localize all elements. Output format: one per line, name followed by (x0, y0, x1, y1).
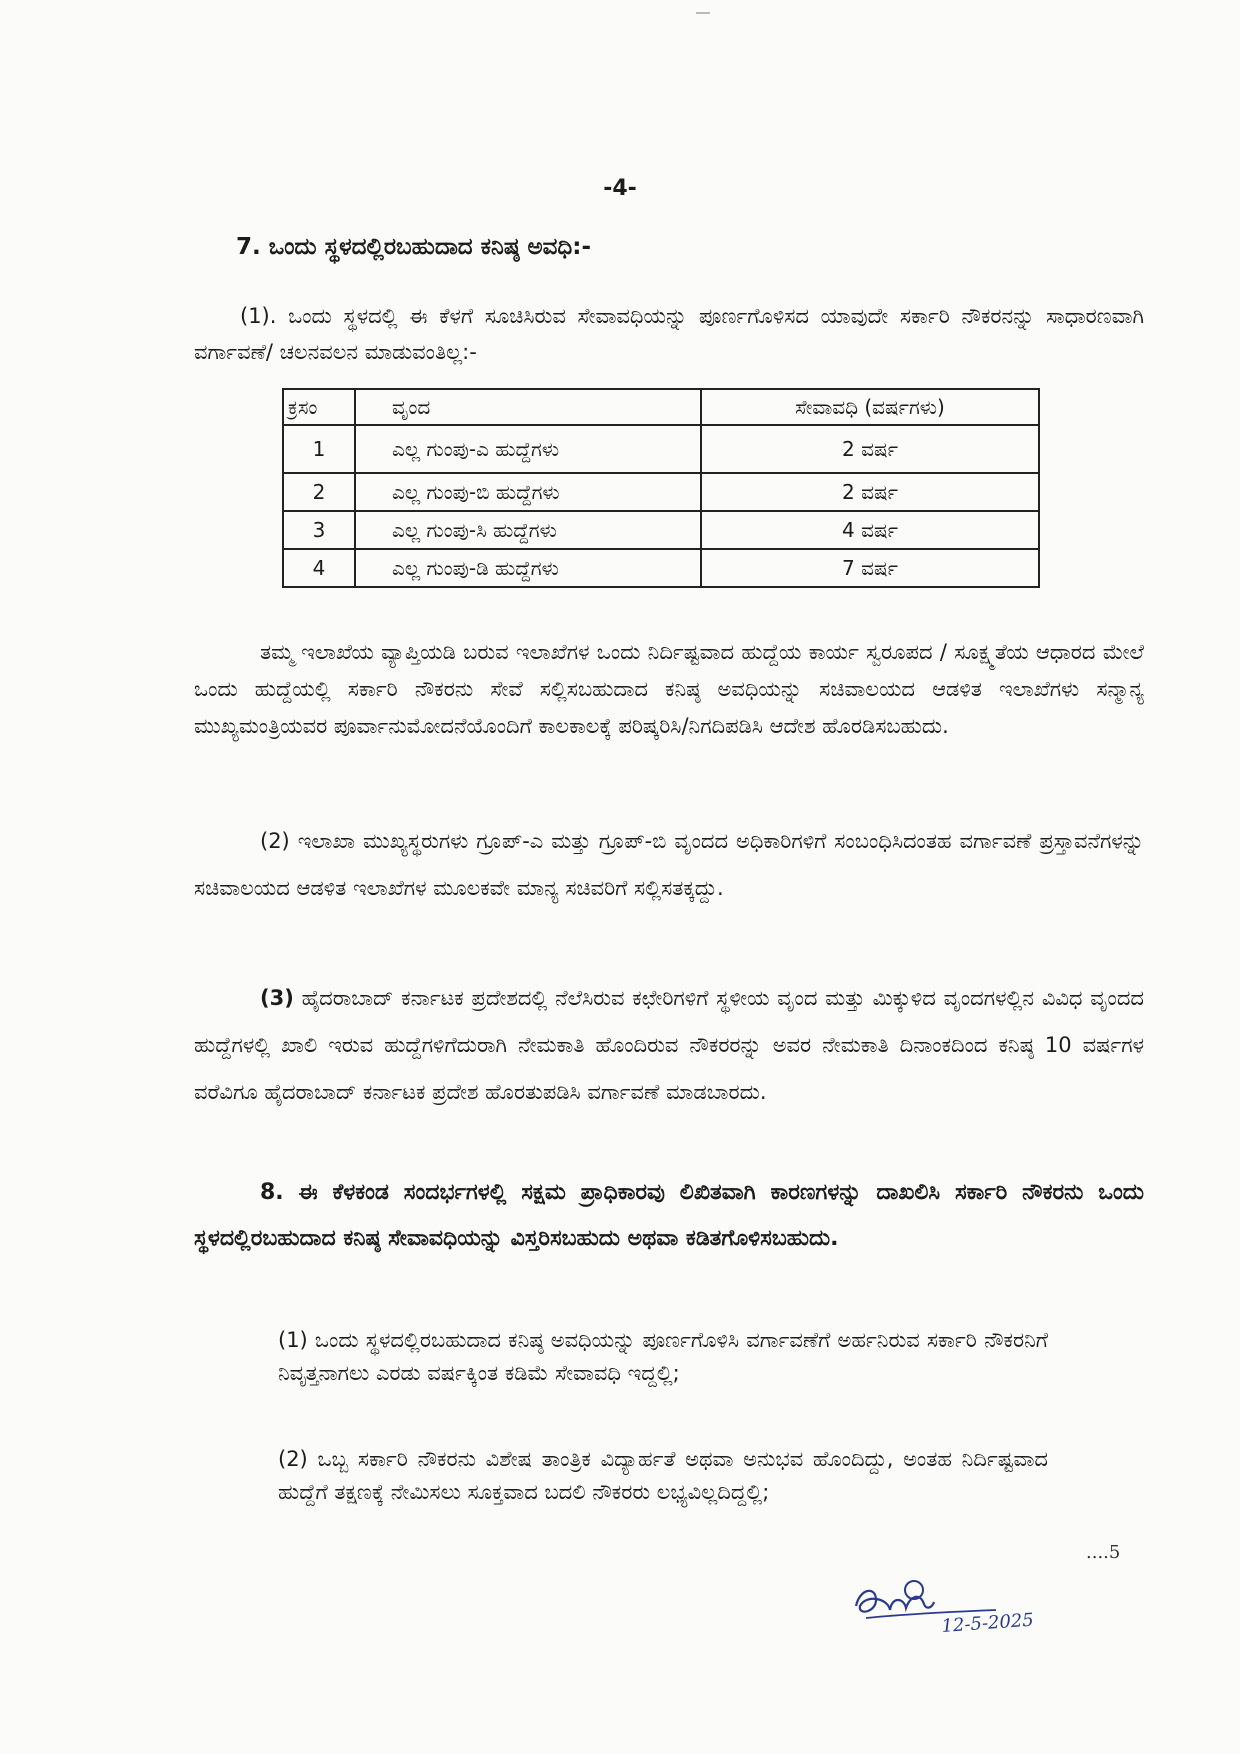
cell-period: 4 ವರ್ಷ (701, 511, 1039, 549)
section-7-heading: 7. ಒಂದು ಸ್ಥಳದಲ್ಲಿರಬಹುದಾದ ಕನಿಷ್ಠ ಅವಧಿ:- (236, 234, 591, 260)
cell-cadre: ಎಲ್ಲ ಗುಂಪು-ಬಿ ಹುದ್ದೆಗಳು (355, 473, 701, 511)
svg-text:12-5-2025: 12-5-2025 (940, 1609, 1035, 1637)
continued-marker: ....5 (1086, 1542, 1121, 1563)
page-number: -4- (603, 176, 637, 201)
scan-mark (696, 12, 710, 14)
header-service-period: ಸೇವಾವಧಿ (ವರ್ಷಗಳು) (701, 389, 1039, 425)
paragraph-7-3-number: (3) (260, 986, 294, 1010)
paragraph-7-3-text: ಹೈದರಾಬಾದ್ ಕರ್ನಾಟಕ ಪ್ರದೇಶದಲ್ಲಿ ನೆಲೆಸಿರುವ ಕಛೇರಿಗಳಿಗೆ ಸ್ಥಳೀಯ ವೃಂದ ಮತ್ತು ಮಿಕ್ಕುಳಿದ ವೃಂದಗಳಲ್ಲಿನ ವಿವಿಧ ವೃಂದದ ಹುದ್ದೆಗಳಲ್ಲಿ ಖಾಲಿ ಇರುವ ಹುದ್ದೆಗಳಿಗೆದುರಾಗಿ ನೇಮಕಾತಿ ಹೊಂದಿರುವ ನೌಕರರನ್ನು ಅವರ ನೇಮಕಾತಿ ದಿನಾಂಕದಿಂದ ಕನಿಷ್ಠ 10 ವರ್ಷಗಳ ವರೆವಿಗೂ ಹೈದರಾಬಾದ್ ಕರ್ನಾಟಕ ಪ್ರದೇಶ ಹೊರತುಪಡಿಸಿ ವರ್ಗಾವಣೆ ಮಾಡಬಾರದು. (194, 986, 1144, 1104)
cell-period: 2 ವರ್ಷ (701, 473, 1039, 511)
cell-cadre: ಎಲ್ಲ ಗುಂಪು-ಡಿ ಹುದ್ದೆಗಳು (355, 549, 701, 587)
cell-period: 7 ವರ್ಷ (701, 549, 1039, 587)
cell-sl-no: 2 (283, 473, 355, 511)
cell-cadre: ಎಲ್ಲ ಗುಂಪು-ಎ ಹುದ್ದೆಗಳು (355, 425, 701, 473)
cell-cadre: ಎಲ್ಲ ಗುಂಪು-ಸಿ ಹುದ್ದೆಗಳು (355, 511, 701, 549)
cell-sl-no: 3 (283, 511, 355, 549)
paragraph-7-3 (194, 975, 1144, 1116)
table-row (283, 425, 1039, 473)
handwritten-signature (846, 1576, 1046, 1646)
table-row (283, 473, 1039, 511)
paragraph-7-2: (2) ಇಲಾಖಾ ಮುಖ್ಯಸ್ಥರುಗಳು ಗ್ರೂಪ್-ಎ ಮತ್ತು ಗ್ರೂಪ್-ಬಿ ವೃಂದದ ಅಧಿಕಾರಿಗಳಿಗೆ ಸಂಬಂಧಿಸಿದಂತಹ ವರ್ಗಾವಣೆ ಪ್ರಸ್ತಾವನೆಗಳನ್ನು ಸಚಿವಾಲಯದ ಆಡಳಿತ ಇಲಾಖೆಗಳ ಮೂಲಕವೇ ಮಾನ್ಯ ಸಚಿವರಿಗೆ ಸಲ್ಲಿಸತಕ್ಕದ್ದು. (194, 829, 1144, 900)
clause-8-2: (2) ಒಬ್ಬ ಸರ್ಕಾರಿ ನೌಕರನು ವಿಶೇಷ ತಾಂತ್ರಿಕ ವಿದ್ಯಾರ್ಹತೆ ಅಥವಾ ಅನುಭವ ಹೊಂದಿದ್ದು, ಅಂತಹ ನಿರ್ದಿಷ್ಟವಾದ ಹುದ್ದೆಗೆ ತಕ್ಷಣಕ್ಕೆ ನೇಮಿಸಲು ಸೂಕ್ತವಾದ ಬದಲಿ ನೌಕರರು ಲಭ್ಯವಿಲ್ಲದಿದ್ದಲ್ಲಿ; (278, 1447, 1048, 1504)
header-cadre: ವೃಂದ (355, 389, 701, 425)
table-row (283, 511, 1039, 549)
cell-period: 2 ವರ್ಷ (701, 425, 1039, 473)
service-period-table (282, 388, 1040, 588)
paragraph-7-1: (1). ಒಂದು ಸ್ಥಳದಲ್ಲಿ ಈ ಕೆಳಗೆ ಸೂಚಿಸಿರುವ ಸೇವಾವಧಿಯನ್ನು ಪೂರ್ಣಗೊಳಿಸದ ಯಾವುದೇ ಸರ್ಕಾರಿ ನೌಕರನನ್ನು ಸಾಧಾರಣವಾಗಿ ವರ್ಗಾವಣೆ/ ಚಲನವಲನ ಮಾಡುವಂತಿಲ್ಲ:- (194, 304, 1144, 364)
cell-sl-no: 1 (283, 425, 355, 473)
paragraph-after-table: ತಮ್ಮ ಇಲಾಖೆಯ ವ್ಯಾಪ್ತಿಯಡಿ ಬರುವ ಇಲಾಖೆಗಳ ಒಂದು ನಿರ್ದಿಷ್ಟವಾದ ಹುದ್ದೆಯ ಕಾರ್ಯ ಸ್ವರೂಪದ / ಸೂಕ್ಷ್ಮತೆಯ ಆಧಾರದ ಮೇಲೆ ಒಂದು ಹುದ್ದೆಯಲ್ಲಿ ಸರ್ಕಾರಿ ನೌಕರನು ಸೇವೆ ಸಲ್ಲಿಸಬಹುದಾದ ಕನಿಷ್ಠ ಅವಧಿಯನ್ನು ಸಚಿವಾಲಯದ ಆಡಳಿತ ಇಲಾಖೆಗಳು ಸನ್ಮಾನ್ಯ ಮುಖ್ಯಮಂತ್ರಿಯವರ ಪೂರ್ವಾನುಮೋದನೆಯೊಂದಿಗೆ ಕಾಲಕಾಲಕ್ಕೆ ಪರಿಷ್ಕರಿಸಿ/ನಿಗದಿಪಡಿಸಿ ಆದೇಶ ಹೊರಡಿಸಬಹುದು. (194, 640, 1144, 738)
clause-8-1: (1) ಒಂದು ಸ್ಥಳದಲ್ಲಿರಬಹುದಾದ ಕನಿಷ್ಠ ಅವಧಿಯನ್ನು ಪೂರ್ಣಗೊಳಿಸಿ ವರ್ಗಾವಣೆಗೆ ಅರ್ಹನಿರುವ ಸರ್ಕಾರಿ ನೌಕರನಿಗೆ ನಿವೃತ್ತನಾಗಲು ಎರಡು ವರ್ಷಕ್ಕಿಂತ ಕಡಿಮೆ ಸೇವಾವಧಿ ಇದ್ದಲ್ಲಿ; (278, 1328, 1048, 1385)
cell-sl-no: 4 (283, 549, 355, 587)
section-8-heading: 8. ಈ ಕೆಳಕಂಡ ಸಂದರ್ಭಗಳಲ್ಲಿ ಸಕ್ಷಮ ಪ್ರಾಧಿಕಾರವು ಲಿಖಿತವಾಗಿ ಕಾರಣಗಳನ್ನು ದಾಖಲಿಸಿ ಸರ್ಕಾರಿ ನೌಕರನು ಒಂದು ಸ್ಥಳದಲ್ಲಿರಬಹುದಾದ ಕನಿಷ್ಠ ಸೇವಾವಧಿಯನ್ನು ವಿಸ್ತರಿಸಬಹುದು ಅಥವಾ ಕಡಿತಗೊಳಿಸಬಹುದು. (194, 1180, 1144, 1251)
table-header-row (283, 389, 1039, 425)
table-row (283, 549, 1039, 587)
header-sl-no: ಕ್ರಸಂ (283, 389, 355, 425)
